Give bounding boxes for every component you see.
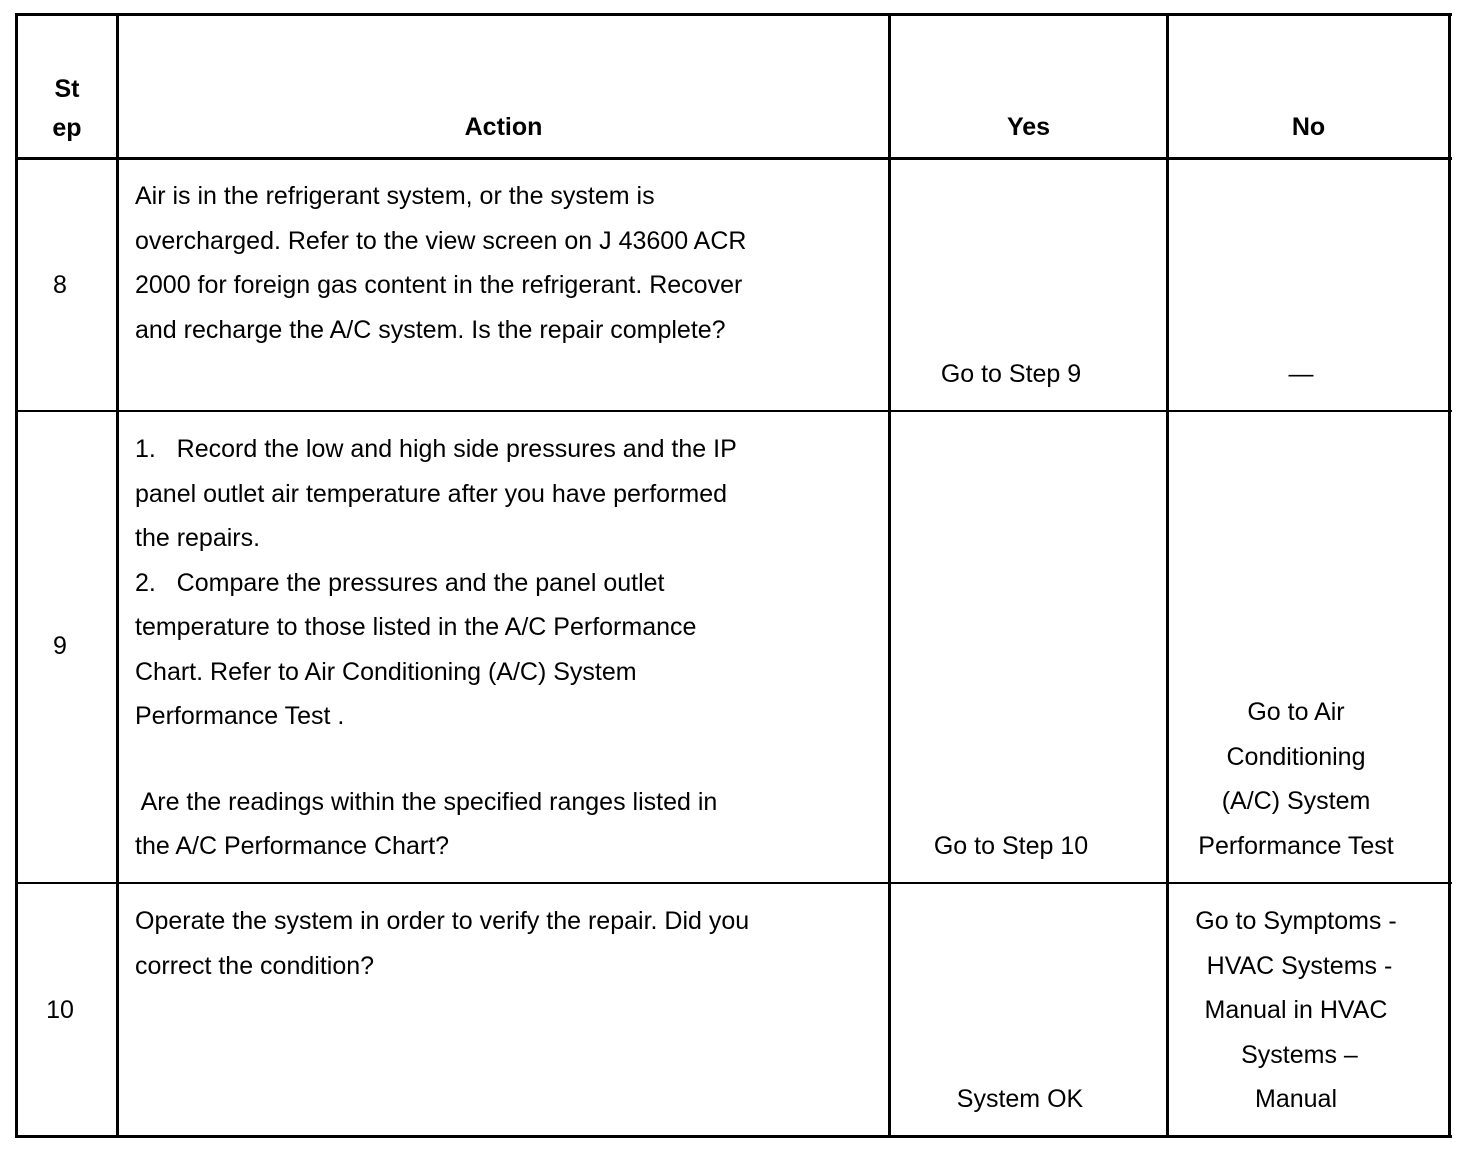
- header-no: No: [1291, 113, 1326, 141]
- column-divider: [888, 13, 891, 1138]
- no-result-line: HVAC Systems -: [1199, 951, 1393, 980]
- action-line: correct the condition?: [135, 951, 375, 980]
- no-result-line: Manual in HVAC: [1204, 996, 1388, 1024]
- row-divider: [15, 410, 1452, 412]
- yes-result: Go to Step 10: [933, 832, 1089, 860]
- step-number: 8: [53, 271, 67, 299]
- action-line: the A/C Performance Chart?: [135, 832, 450, 860]
- column-divider: [116, 13, 119, 1138]
- action-line: Chart. Refer to Air Conditioning (A/C) System: [135, 657, 637, 686]
- action-line: temperature to those listed in the A/C Performance: [135, 613, 697, 641]
- action-line: panel outlet air temperature after you have performed: [135, 479, 728, 508]
- action-text: [135, 174, 885, 352]
- action-line: Air is in the refrigerant system, or the system is: [135, 182, 655, 210]
- header-action: Action: [464, 113, 543, 141]
- yes-result: System OK: [956, 1085, 1084, 1113]
- table-border-left: [15, 13, 18, 1138]
- no-result: [1164, 899, 1428, 1122]
- action-line: 2000 for foreign gas content in the refrigerant. Recover: [135, 271, 743, 299]
- table-border-top: [15, 13, 1452, 16]
- header-step: [18, 70, 116, 148]
- action-line: the repairs.: [135, 524, 261, 552]
- no-result-line: Systems –: [1234, 1040, 1358, 1069]
- action-line: 2. Compare the pressures and the panel outlet: [135, 568, 665, 597]
- action-line: overcharged. Refer to the view screen on J 43600 ACR: [135, 226, 747, 255]
- step-number: 10: [46, 996, 74, 1024]
- action-text: [135, 899, 885, 988]
- step-number: 9: [53, 632, 67, 660]
- action-line: and recharge the A/C system. Is the repair complete?: [135, 315, 726, 344]
- no-result-line: Conditioning: [1226, 742, 1366, 771]
- table-border-bottom: [15, 1135, 1452, 1138]
- action-text: [135, 427, 885, 869]
- header-divider: [15, 157, 1452, 160]
- no-result: [1169, 352, 1433, 397]
- action-line: [135, 739, 885, 780]
- row-divider: [15, 882, 1452, 884]
- no-result: [1164, 690, 1428, 868]
- no-result-line: Manual: [1255, 1085, 1337, 1113]
- no-result-line: Go to Air: [1247, 698, 1345, 726]
- action-line: Operate the system in order to verify the repair. Did you: [135, 907, 750, 935]
- table-border-right: [1448, 13, 1451, 1138]
- no-result-line: Go to Symptoms -: [1195, 907, 1397, 935]
- header-step-line1: St: [54, 75, 80, 103]
- no-result-line: —: [1288, 360, 1314, 388]
- action-line: Performance Test .: [135, 702, 345, 730]
- no-result-line: (A/C) System: [1221, 787, 1371, 815]
- header-yes: Yes: [1006, 113, 1051, 141]
- yes-result: Go to Step 9: [940, 360, 1082, 388]
- header-step-line2: ep: [52, 114, 82, 142]
- action-line: 1. Record the low and high side pressures and the IP: [135, 435, 737, 463]
- action-line: Are the readings within the specified ranges listed in: [135, 787, 718, 816]
- no-result-line: Performance Test: [1198, 831, 1394, 860]
